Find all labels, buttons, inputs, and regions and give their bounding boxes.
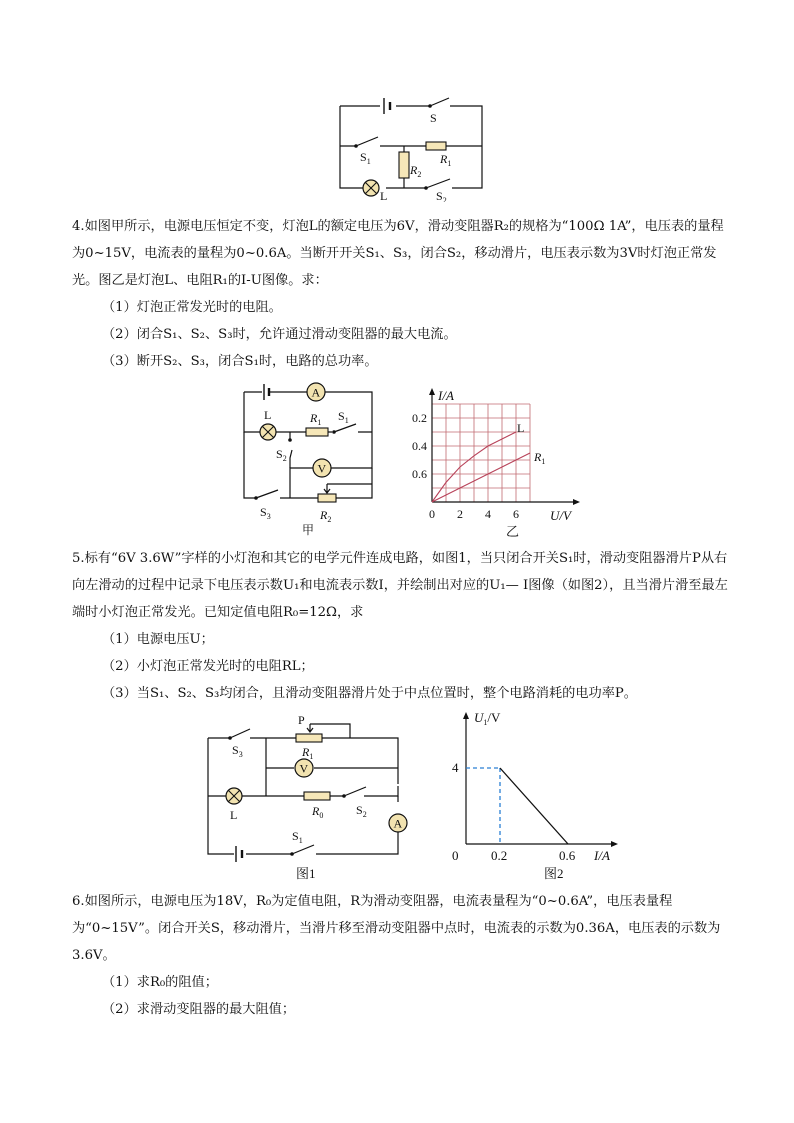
fig2-axes — [452, 712, 618, 863]
label-r2: $R_2$ — [410, 163, 422, 179]
yi-caption: 乙 — [506, 524, 520, 538]
jia-switch-s2-icon — [288, 438, 292, 442]
fig1-rheostat-r1-icon — [296, 734, 322, 742]
q5-circuit-fig1 — [200, 712, 410, 882]
label-r1: $R_1$ — [440, 152, 452, 168]
label-s: S — [430, 111, 437, 125]
fig2-x-tick-label: 0.2 — [491, 848, 508, 863]
q4-sub1: （1）灯泡正常发光时的电阻。 — [102, 300, 282, 315]
q4-circuit-jia — [236, 378, 386, 538]
q5-sub2: （2）小灯泡正常发光时的电阻RL； — [102, 659, 314, 674]
q6-stem: 6.如图所示，电源电压为18V，R₀为定值电阻，R为滑动变阻器，电流表量程为“0~0.6A”，电压表量程为“0~15V”。闭合开关S，移动滑片，当滑片移至滑动变阻器中点时，电流表的示数为0.36A，电压表的示数为3.6V。 — [72, 894, 721, 963]
fig1-label-p: P — [298, 713, 305, 727]
jia-label-r1: $R_1$ — [310, 411, 322, 427]
fig1-label-l: L — [230, 808, 238, 822]
yi-y-arrow-icon — [429, 388, 435, 395]
yi-grid — [432, 404, 530, 502]
fig2-ylabel: $U_1/V$ — [474, 710, 501, 727]
jia-label-a: A — [311, 385, 321, 400]
fig1-caption: 图1 — [296, 866, 316, 881]
label-l: L — [380, 189, 388, 202]
fig1-label-v: V — [299, 761, 309, 776]
switch-s-icon — [428, 98, 449, 108]
jia-label-s3: $S_3$ — [260, 505, 271, 521]
fig1-switch-s2-icon — [342, 787, 366, 798]
yi-y-tick-label: 0.4 — [412, 439, 427, 453]
fig1-label-a: A — [393, 816, 403, 831]
battery-icon — [384, 98, 390, 114]
yi-label-l: L — [517, 421, 525, 435]
fig2-caption: 图2 — [544, 866, 564, 881]
jia-slider-arrow-icon — [324, 484, 330, 493]
fig2-line-u1-i — [500, 768, 568, 844]
fig1-label-s3: $S_3$ — [232, 743, 243, 759]
q4-chart-yi — [410, 380, 590, 538]
yi-y-tick-label: 0.2 — [412, 411, 427, 425]
yi-series — [432, 432, 530, 502]
fig2-x-tick-label: 0.6 — [559, 848, 576, 863]
fig1-label-s1: $S_1$ — [292, 829, 303, 845]
resistor-r1-icon — [426, 142, 446, 150]
fig2-y-arrow-icon — [463, 712, 469, 719]
jia-lamp-icon — [260, 424, 276, 440]
jia-label-s1: $S_1$ — [338, 409, 349, 425]
fig1-resistor-r0-icon — [304, 792, 330, 800]
jia-label-v: V — [317, 461, 327, 476]
fig1-switch-s1-icon — [290, 845, 314, 856]
yi-ylabel: I/A — [438, 388, 454, 403]
fig1-label-s2: $S_2$ — [356, 803, 367, 819]
fig1-label-r1: $R_1$ — [302, 745, 314, 761]
fig2-series — [466, 768, 568, 844]
fig2-y-tick-label: 4 — [452, 760, 459, 775]
fig1-switch-s3-icon — [228, 729, 250, 740]
q5-sub3: （3）当S₁、S₂、S₃均闭合，且滑动变阻器滑片处于中点位置时，整个电路消耗的电功率P。 — [102, 686, 637, 701]
q4-sub2: （2）闭合S₁、S₂、S₃时，允许通过滑动变阻器的最大电流。 — [102, 327, 457, 342]
jia-rheostat-r2-icon — [318, 494, 336, 502]
q4-sub3: （3）断开S₂、S₃，闭合S₁时，电路的总功率。 — [102, 354, 378, 369]
lamp-l-icon — [363, 180, 379, 196]
q6-sub1: （1）求R₀的阻值； — [102, 975, 218, 990]
q5-chart-fig2 — [444, 706, 624, 882]
fig1-lamp-icon — [226, 788, 242, 804]
yi-xlabel: U/V — [550, 508, 571, 523]
label-s1: $S_1$ — [360, 150, 371, 166]
jia-label-s2: $S_2$ — [276, 447, 287, 463]
yi-y-tick-label: 0.6 — [412, 467, 427, 481]
fig1-battery-icon — [236, 846, 242, 862]
fig2-x-arrow-icon — [611, 841, 618, 847]
top-circuit-figure — [330, 92, 490, 202]
yi-x-tick-label: 2 — [457, 507, 463, 521]
jia-switch-s1-icon — [332, 424, 356, 434]
q4-stem: 4.如图甲所示，电源电压恒定不变，灯泡L的额定电压为6V，滑动变阻器R₂的规格为“100Ω 1A”，电压表的量程为0~15V，电流表的量程为0~0.6A。当断开开关S₁、S₃，闭合S₂，移动滑片，电压表示数为3V时灯泡正常发光。图乙是灯泡L、电阻R₁的I-U图像。求： — [72, 219, 724, 288]
fig1-slider-p-arrow-icon — [307, 724, 313, 732]
resistor-r2-icon — [399, 152, 409, 178]
jia-label-l: L — [264, 408, 272, 422]
yi-x-tick-label: 0 — [429, 507, 435, 521]
q6-sub2: （2）求滑动变阻器的最大阻值； — [102, 1002, 296, 1017]
switch-s1-icon — [354, 137, 378, 148]
label-s2: $S_2$ — [436, 189, 447, 202]
jia-switch-s3-icon — [254, 490, 278, 500]
q5-stem: 5.标有“6V 3.6W”字样的小灯泡和其它的电学元件连成电路，如图1，当只闭合开关S₁时，滑动变阻器滑片P从右向左滑动的过程中记录下电压表示数U₁和电流表示数I，并绘制出对应的U₁— I图像（如图2），且当滑片滑至最左端时小灯泡正常发光。已知定值电阻R₀=12Ω，求 — [72, 551, 728, 620]
jia-label-r2: $R_2$ — [320, 508, 332, 524]
q5-sub1: （1）电源电压U； — [102, 632, 214, 647]
jia-battery-icon — [264, 384, 269, 400]
fig2-xlabel: I/A — [594, 848, 610, 863]
yi-x-arrow-icon — [573, 499, 580, 505]
jia-caption: 甲 — [302, 523, 315, 537]
jia-resistor-r1-icon — [306, 428, 328, 436]
yi-label-r1: $R_1$ — [534, 450, 546, 466]
fig2-x-tick-label: 0 — [452, 848, 459, 863]
yi-x-tick-label: 6 — [513, 507, 519, 521]
yi-axes — [412, 388, 580, 521]
yi-x-tick-label: 4 — [485, 507, 491, 521]
fig1-label-r0: $R_0$ — [312, 804, 324, 820]
